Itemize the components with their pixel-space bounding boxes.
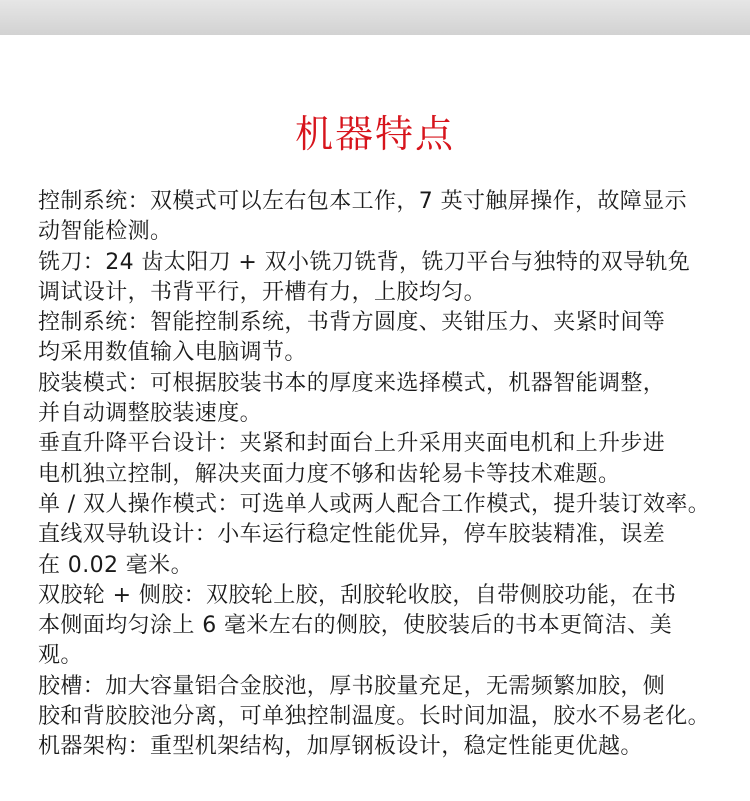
- text-line: 胶装模式：可根据胶装书本的厚度来选择模式，机器智能调整，: [38, 370, 666, 396]
- text-line: 胶和背胶胶池分离，可单独控制温度。长时间加温，胶水不易老化。: [38, 704, 711, 730]
- text-line: 控制系统：智能控制系统，书背方圆度、夹钳压力、夹紧时间等: [38, 310, 666, 336]
- text-line: 铣刀：24 齿太阳刀 + 双小铣刀铣背，铣刀平台与独特的双导轨免: [38, 249, 691, 275]
- text-line: 调试设计，书背平行，开槽有力，上胶均匀。: [38, 279, 487, 305]
- text-line: 动智能检测。: [38, 219, 173, 245]
- feature-text-block: [38, 187, 738, 763]
- text-line: 双胶轮 + 侧胶：双胶轮上胶，刮胶轮收胶，自带侧胶功能，在书: [38, 582, 677, 608]
- text-line: 均采用数值输入电脑调节。: [38, 340, 307, 366]
- text-line: 本侧面均匀涂上 6 毫米左右的侧胶，使胶装后的书本更简洁、美: [38, 613, 672, 639]
- text-line: 垂直升降平台设计：夹紧和封面台上升采用夹面电机和上升步进: [38, 431, 666, 457]
- text-line: 机器架构：重型机架结构，加厚钢板设计，稳定性能更优越。: [38, 734, 643, 760]
- text-line: 电机独立控制，解决夹面力度不够和齿轮易卡等技术难题。: [38, 461, 621, 487]
- text-line: 单 / 双人操作模式：可选单人或两人配合工作模式，提升装订效率。: [38, 491, 711, 517]
- text-line: 直线双导轨设计：小车运行稳定性能优异，停车胶装精准，误差: [38, 522, 666, 548]
- text-line: 并自动调整胶装速度。: [38, 401, 263, 427]
- top-gray-band: [0, 0, 750, 35]
- text-line: 胶槽：加大容量铝合金胶池，厚书胶量充足，无需频繁加胶，侧: [38, 673, 666, 699]
- text-line: 在 0.02 毫米。: [38, 552, 193, 578]
- text-line: 观。: [38, 643, 83, 669]
- text-line: 控制系统：双模式可以左右包本工作，7 英寸触屏操作，故障显示: [38, 189, 687, 214]
- section-title: 机器特点: [294, 112, 455, 156]
